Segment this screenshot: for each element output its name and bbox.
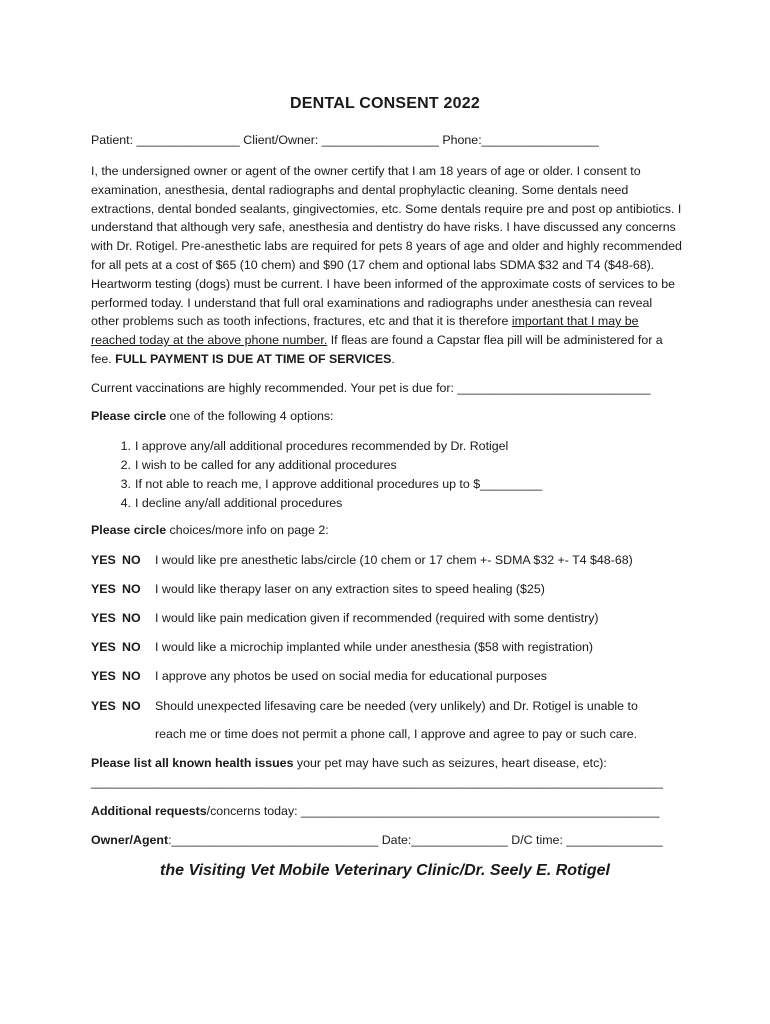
yes-option[interactable]: YES: [91, 669, 116, 683]
choice-text: I approve any photos be used on social media for educational purposes: [155, 669, 547, 683]
no-option[interactable]: NO: [122, 611, 141, 625]
choice-text: I would like pre anesthetic labs/circle (10 chem or 17 chem +- SDMA $32 +- T4 $48-68): [155, 553, 633, 567]
flea-notice: If fleas are found a Capstar flea pill will be administered for a fee.: [91, 333, 663, 366]
option-item[interactable]: 3. If not able to reach me, I approve additional procedures up to $_________: [120, 477, 543, 491]
patient-client-phone-line: Patient: _______________ Client/Owner: _________________ Phone:_________________: [91, 133, 599, 147]
yes-option[interactable]: YES: [91, 640, 116, 654]
yes-option[interactable]: YES: [91, 699, 116, 713]
additional-requests-field[interactable]: Additional requests/concerns today: ____________________________________________________: [91, 804, 660, 818]
form-title: DENTAL CONSENT 2022: [290, 95, 480, 112]
consent-paragraph: I, the undersigned owner or agent of the owner certify that I am 18 years of age or older. I consent to examination, anesthesia, dental radiographs and dental prophylactic cleaning. Some dentals need extractions, dental bonded sealants, gingivectomies, etc. Some dentals require pre and post op antibiotics. I understand that although very safe, anesthesia and dentistry do have risks. I have discussed any concerns with Dr. Rotigel. Pre-anesthetic labs are required for pets 8 years of age and older and highly recommended for all pets at a cost of $65 (10 chem) and $90 (17 chem and optional labs SDMA $32 and T4 ($48-68). Heartworm testing (dogs) must be current. I have been informed of the approximate costs of services to be performed today. I understand that full oral examinations and radiographs under anesthesia can reveal other problems such as tooth infections, fractures, etc and that it is therefore important that I may be reached today at the above phone number. If fleas are found a Capstar flea pill will be administered for a fee. FULL PAYMENT IS DUE AT TIME OF SERVICES.: [91, 164, 682, 366]
no-option[interactable]: NO: [122, 699, 141, 713]
choice-row: [91, 553, 633, 567]
choice-text: Should unexpected lifesaving care be needed (very unlikely) and Dr. Rotigel is unable to: [155, 699, 638, 713]
options-intro: Please circle one of the following 4 options:: [91, 409, 334, 423]
choice-row: [91, 611, 599, 625]
clinic-footer: the Visiting Vet Mobile Veterinary Clinic/Dr. Seely E. Rotigel: [160, 862, 610, 879]
choice-text: I would like therapy laser on any extraction sites to speed healing ($25): [155, 582, 545, 596]
no-option[interactable]: NO: [122, 582, 141, 596]
payment-notice: FULL PAYMENT IS DUE AT TIME OF SERVICES: [115, 351, 392, 366]
phone-reach-notice: important that I may be reached today at the above phone number.: [91, 314, 639, 348]
no-option[interactable]: NO: [122, 640, 141, 654]
choice-row: [91, 640, 593, 654]
owner-signature-line[interactable]: Owner/Agent:______________________________ Date:______________ D/C time: ______________: [91, 833, 663, 847]
choice-text: I would like pain medication given if recommended (required with some dentistry): [155, 611, 599, 625]
yes-option[interactable]: YES: [91, 611, 116, 625]
consent-text: I, the undersigned owner or agent of the owner certify that I am 18 years of age or older. I consent to examination, anesthesia, dental radiographs and dental prophylactic cleaning. Some dentals need extractions, dental bonded sealants, gingivectomies, etc. Some dentals require pre and post op antibiotics. I understand that although very safe, anesthesia and dentistry do have risks. I have discussed any concerns with Dr. Rotigel. Pre-anesthetic labs are required for pets 8 years of age and older and highly recommended for all pets at a cost of $65 (10 chem) and $90 (17 chem and optional labs SDMA $32 and T4 ($48-68). Heartworm testing (dogs) must be current. I have been informed of the approximate costs of services to be performed today. I understand that full oral examinations and radiographs under anesthesia can reveal other problems such as tooth infections, fractures, etc and that it is therefore: [91, 164, 682, 329]
vaccinations-line: Current vaccinations are highly recommended. Your pet is due for: ____________________________: [91, 381, 651, 395]
choices-intro: Please circle choices/more info on page 2:: [91, 523, 329, 537]
no-option[interactable]: NO: [122, 669, 141, 683]
option-item[interactable]: 4. I decline any/all additional procedures: [120, 496, 343, 510]
choice-row: [91, 669, 547, 683]
option-item[interactable]: 2. I wish to be called for any additional procedures: [120, 458, 397, 472]
yes-option[interactable]: YES: [91, 582, 116, 596]
choice-row: [91, 582, 545, 596]
health-issues-prompt: Please list all known health issues your pet may have such as seizures, heart disease, etc):: [91, 756, 607, 770]
option-item[interactable]: 1. I approve any/all additional procedures recommended by Dr. Rotigel: [120, 439, 509, 453]
yes-option[interactable]: YES: [91, 553, 116, 567]
choice-row: [91, 699, 638, 713]
choice-text: I would like a microchip implanted while under anesthesia ($58 with registration): [155, 640, 594, 654]
health-issues-field[interactable]: ___________________________________________________________________________________: [91, 775, 663, 789]
options-list: [91, 437, 542, 513]
choice-continuation: reach me or time does not permit a phone call, I approve and agree to pay or such care.: [155, 727, 638, 741]
no-option[interactable]: NO: [122, 553, 141, 567]
